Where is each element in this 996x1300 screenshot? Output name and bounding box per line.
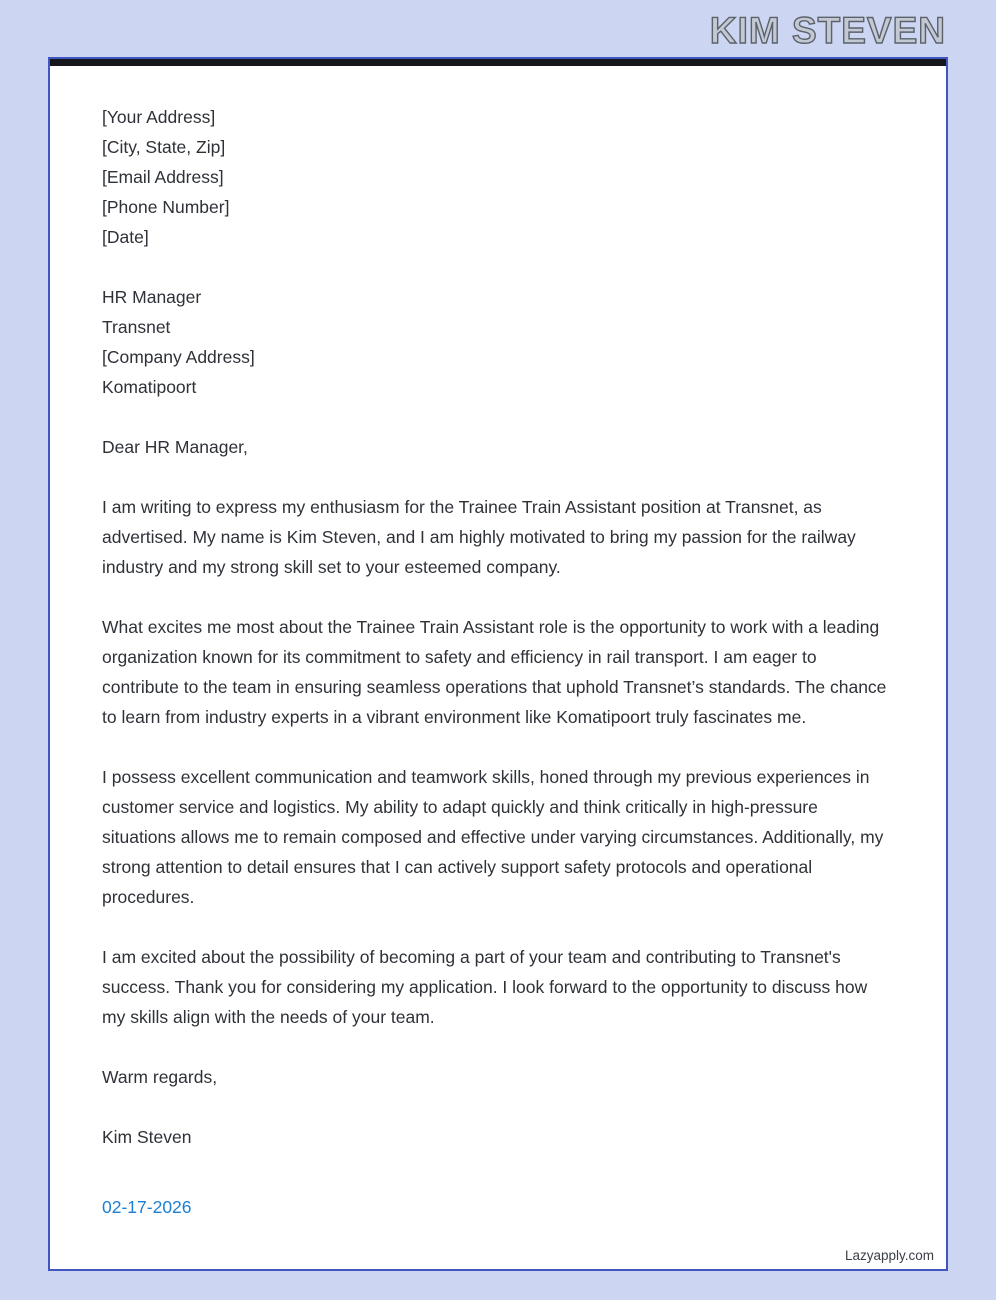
sender-line-phone: [Phone Number] [102,197,230,217]
salutation: Dear HR Manager, [102,437,248,457]
signature-date-link[interactable]: 02-17-2026 [102,1197,192,1217]
letter-content [50,66,946,1222]
sender-address-block [102,102,894,252]
sender-line-email: [Email Address] [102,167,224,187]
recipient-line-role: HR Manager [102,287,202,307]
paragraph-intro: I am writing to express my enthusiasm for the Trainee Train Assistant position at Transnet, as advertised. My name is Kim Steven, and I am highly motivated to bring my passion for the railway industry and my strong skill set to your esteemed company. [102,497,856,577]
sender-line-address: [Your Address] [102,107,216,127]
signature-name: Kim Steven [102,1127,192,1147]
sender-line-date: [Date] [102,227,149,247]
recipient-line-company: Transnet [102,317,171,337]
recipient-line-address: [Company Address] [102,347,255,367]
paragraph-skills: I possess excellent communication and teamwork skills, honed through my previous experiences in customer service and logistics. My ability to adapt quickly and think critically in high-pressure situations allows me to remain composed and effective under varying circumstances. Additionally, my strong attention to detail ensures that I can actively support safety protocols and operational procedures. [102,767,884,907]
recipient-line-city: Komatipoort [102,377,197,397]
sender-line-city: [City, State, Zip] [102,137,226,157]
page-top-border [50,59,946,66]
paragraph-motivation: What excites me most about the Trainee Train Assistant role is the opportunity to work with a leading organization known for its commitment to safety and efficiency in rail transport. I am eager to contribute to the team in ensuring seamless operations that uphold Transnet’s standards. The chance to learn from industry experts in a vibrant environment like Komatipoort truly fascinates me. [102,617,887,727]
recipient-address-block [102,282,894,402]
letter-page [48,57,948,1271]
page-owner-name: KIM STEVEN [709,10,946,51]
footer-brand: Lazyapply.com [844,1248,934,1263]
closing-phrase: Warm regards, [102,1067,218,1087]
paragraph-closing: I am excited about the possibility of becoming a part of your team and contributing to Transnet's success. Thank you for considering my application. I look forward to the opportunity to discuss how my skills align with the needs of your team. [102,947,868,1027]
